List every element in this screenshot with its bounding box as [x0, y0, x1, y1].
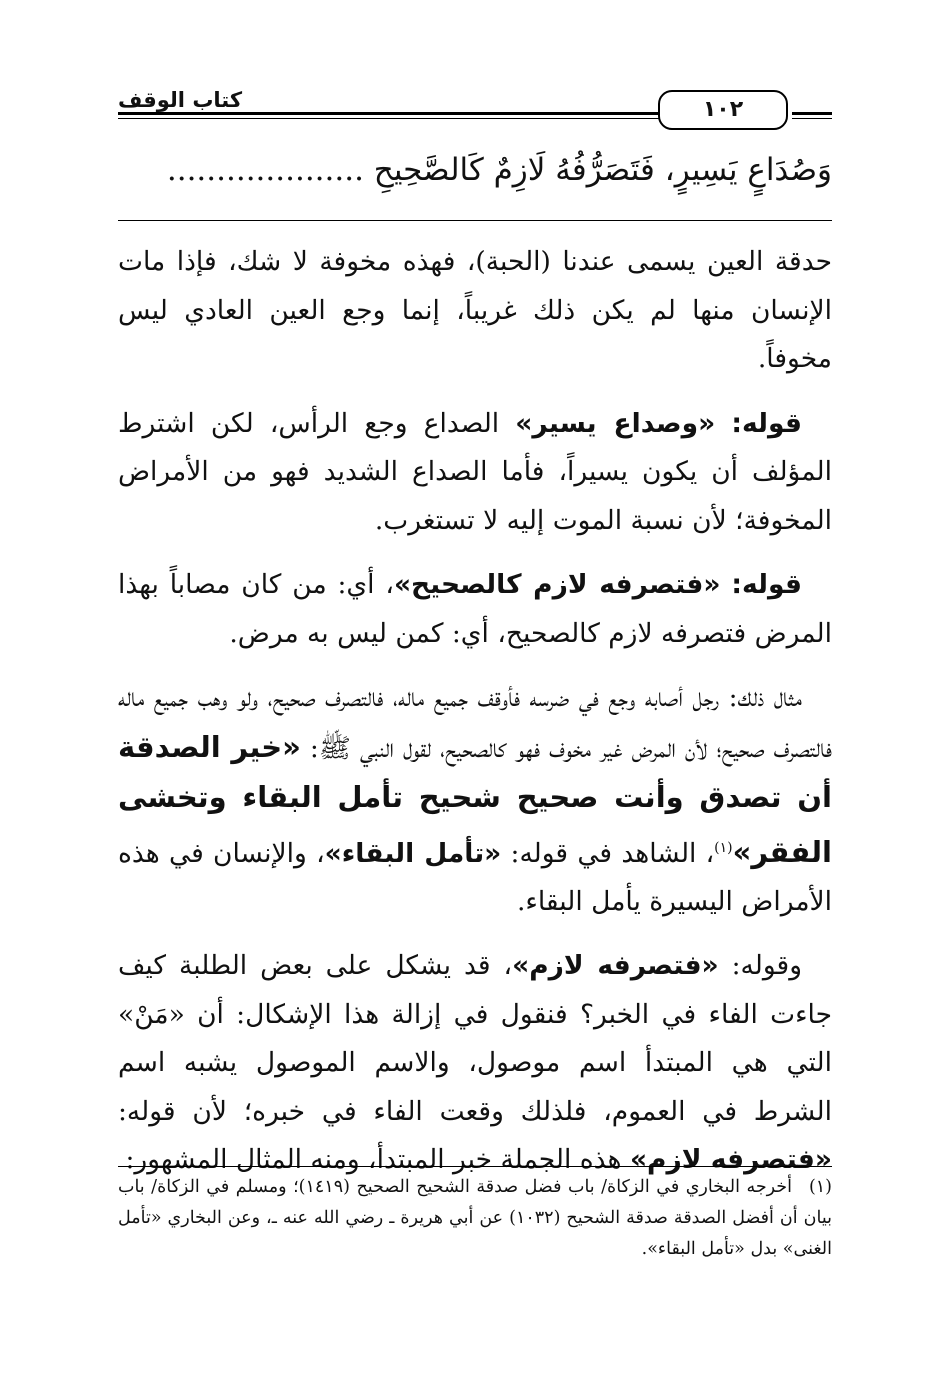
footnote-ref[interactable]: (١) — [714, 839, 733, 856]
qawluhu-label: قوله: — [731, 569, 802, 600]
quoted-matn: «فتصرفه لازم» — [512, 950, 719, 982]
paragraph-text: ، والإنسان في هذه الأمراض اليسيرة يأمل البقاء. — [118, 837, 832, 917]
footnote-number: (١) — [808, 1177, 832, 1197]
header-rule — [792, 118, 832, 119]
page-number: ١٠٢ — [658, 90, 788, 130]
quoted-matn: «فتصرفه لازم» — [629, 1144, 832, 1176]
paragraph-text: مثال ذلك: رجل أصابه وجع في ضرسه فأوقف جميع ماله، فالتصرف صحيح، ولو وهب جميع ماله فالتصرف صحيح؛ لأن المرض غير مخوف فهو كالصحيح، لقول النبي ﷺ: — [118, 682, 832, 764]
qawluhu-label: قوله: — [731, 407, 802, 439]
paragraph-text: ، الشاهد في قوله: — [501, 837, 715, 869]
paragraph-text: ، أي: من كان مصاباً بهذا المرض فتصرفه لازم كالصحيح، أي: كمن ليس به مرض. — [118, 569, 832, 649]
commentary-body — [118, 238, 832, 1201]
paragraph-text: وقوله: — [718, 950, 802, 982]
quoted-matn: «وصداع يسير» — [515, 407, 716, 439]
running-header — [118, 86, 832, 126]
paragraph — [118, 561, 832, 658]
paragraph — [118, 942, 832, 1185]
header-rule — [792, 112, 832, 115]
book-title: كتاب الوقف — [118, 88, 243, 112]
hadith-quote: «خير الصدقة أن تصدق وأنت صحيح شحيح تأمل البقاء وتخشى الفقر» — [118, 729, 832, 869]
paragraph — [118, 674, 832, 926]
footnote-divider — [118, 1166, 832, 1167]
quoted-phrase: «تأمل البقاء» — [324, 837, 502, 869]
header-rule — [118, 118, 660, 119]
matn-divider — [118, 220, 832, 221]
matn-text: وَصُدَاعٍ يَسِيرٍ، فَتَصَرُّفُهُ لَازِمٌ كَالصَّحِيحِ .................... — [166, 152, 832, 188]
quoted-matn: «فتصرفه لازم كالصحيح» — [393, 569, 721, 600]
paragraph — [118, 400, 832, 546]
header-rule — [118, 112, 660, 115]
paragraph-text: حدقة العين يسمى عندنا (الحبة)، فهذه مخوفة لا شك، فإذا مات الإنسان منها لم يكن ذلك غريباً، إنما وجع العين العادي ليس مخوفاً. — [118, 246, 832, 374]
paragraph — [118, 238, 832, 384]
paragraph-text: الصداع وجع الرأس، لكن اشترط المؤلف أن يكون يسيراً، فأما الصداع الشديد فهو من الأمراض المخوفة؛ لأن نسبة الموت إليه لا تستغرب. — [118, 407, 832, 536]
paragraph-text: ، قد يشكل على بعض الطلبة كيف جاءت الفاء في الخبر؟ فنقول في إزالة هذا الإشكال: أن «مَنْ» التي هي المبتدأ اسم موصول، والاسم الموصول يشبه اسم الشرط في العموم، فلذلك وقعت الفاء في خبره؛ لأن قوله: — [118, 950, 832, 1127]
paragraph-text: هذه الجملة خبر المبتدأ، ومنه المثال المشهور: — [125, 1144, 630, 1176]
footnote — [118, 1172, 832, 1265]
footnote-text: أخرجه البخاري في الزكاة/ باب فضل صدقة الشحيح الصحيح (١٤١٩)؛ ومسلم في الزكاة/ باب بيان أن أفضل الصدقة صدقة الشحيح (١٠٣٢) عن أبي هريرة ـ رضي الله عنه ـ، وعن البخاري «تأمل الغنى» بدل «تأمل البقاء». — [118, 1177, 832, 1259]
